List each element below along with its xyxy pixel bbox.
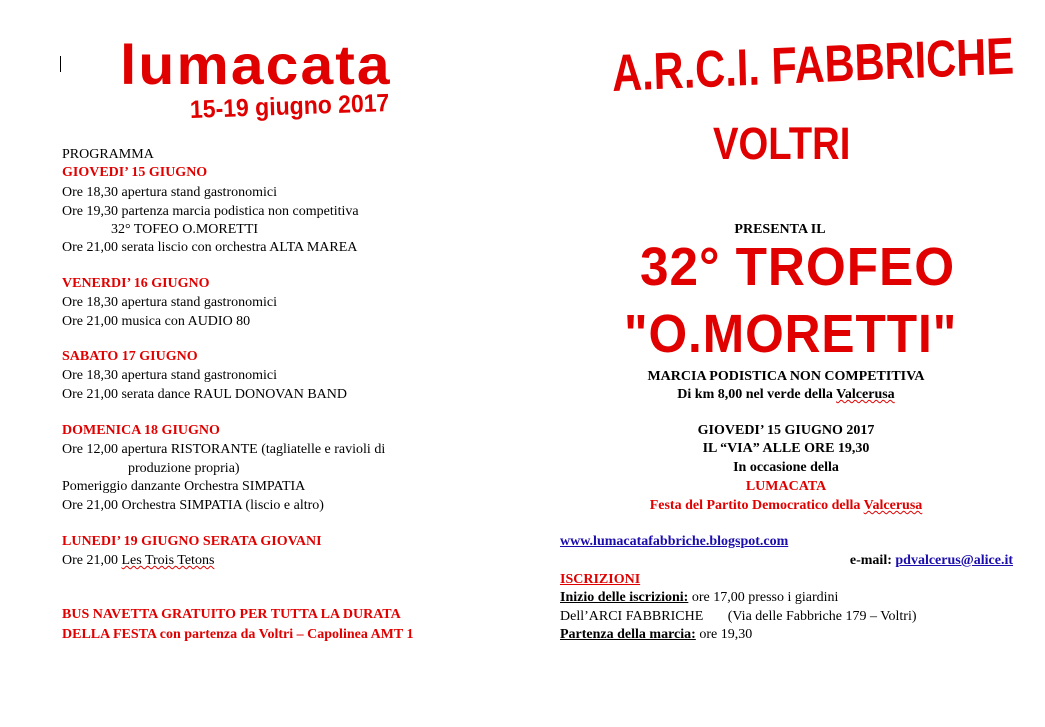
- festa-text: Festa del Partito Democratico della: [649, 498, 864, 513]
- festa-line: [560, 498, 1012, 514]
- programma-label: PROGRAMMA: [62, 147, 154, 162]
- partenza-line: [560, 627, 752, 643]
- festival-dates: 15-19 giugno 2017: [189, 89, 390, 124]
- program-line: Ore 18,30 apertura stand gastronomici: [62, 368, 277, 383]
- venerdi-heading: VENERDI’ 16 GIUGNO: [62, 276, 210, 291]
- giovedi-heading: GIOVEDI’ 15 GIUGNO: [62, 165, 208, 180]
- program-line: Pomeriggio danzante Orchestra SIMPATIA: [62, 479, 306, 494]
- trofeo-title: 32° TROFEO: [640, 237, 956, 297]
- org-title: A.R.C.I. FABBRICHE: [611, 27, 1015, 103]
- partenza-label: Partenza della marcia:: [560, 627, 696, 642]
- lunedi-heading: LUNEDI’ 19 GIUGNO SERATA GIOVANI: [62, 534, 322, 549]
- lunedi-band: Les Trois Tetons: [121, 553, 215, 568]
- occasione-label: In occasione della: [733, 460, 839, 475]
- iscrizioni-heading: ISCRIZIONI: [560, 572, 641, 587]
- program-line: Ore 21,00 serata liscio con orchestra ALTA MAREA: [62, 240, 358, 255]
- website-link[interactable]: www.lumacatafabbriche.blogspot.com: [560, 534, 789, 549]
- email-line: [850, 553, 1013, 569]
- km-text: Di km 8,00 nel verde della: [677, 387, 837, 402]
- program-line: Ore 12,00 apertura RISTORANTE (tagliatelle e ravioli di: [62, 442, 386, 457]
- org-subtitle: VOLTRI: [713, 118, 851, 169]
- bus-notice-line2: DELLA FESTA con partenza da Voltri – Capolinea AMT 1: [62, 627, 414, 642]
- program-line: Ore 18,30 apertura stand gastronomici: [62, 295, 277, 310]
- inizio-label: Inizio delle iscrizioni:: [560, 590, 689, 605]
- inizio-text: ore 17,00 presso i giardini: [688, 590, 839, 605]
- trofeo-name: "O.MORETTI": [624, 304, 958, 364]
- program-line: 32° TOFEO O.MORETTI: [111, 222, 259, 237]
- email-link[interactable]: pdvalcerus@alice.it: [895, 553, 1013, 568]
- marcia-label: MARCIA PODISTICA NON COMPETITIVA: [647, 369, 925, 384]
- program-line: Ore 21,00 serata dance RAUL DONOVAN BAND: [62, 387, 347, 402]
- arci-address: Dell’ARCI FABBRICHE (Via delle Fabbriche 179 – Voltri): [560, 609, 917, 624]
- event-date: GIOVEDI’ 15 GIUGNO 2017: [697, 423, 875, 438]
- inizio-line: [560, 590, 838, 606]
- start-time: IL “VIA” ALLE ORE 19,30: [702, 441, 870, 456]
- program-line: [62, 553, 214, 569]
- km-line: [560, 387, 1012, 403]
- email-label: e-mail:: [849, 553, 896, 568]
- program-line: produzione propria): [128, 461, 240, 476]
- program-line: Ore 18,30 apertura stand gastronomici: [62, 185, 277, 200]
- program-line: Ore 21,00 Orchestra SIMPATIA (liscio e altro): [62, 498, 324, 513]
- lunedi-time: Ore 21,00: [62, 553, 122, 568]
- program-line: Ore 21,00 musica con AUDIO 80: [62, 314, 251, 329]
- partenza-text: ore 19,30: [695, 627, 753, 642]
- text-cursor: [60, 56, 61, 72]
- lumacata-label: LUMACATA: [745, 479, 827, 494]
- domenica-heading: DOMENICA 18 GIUGNO: [62, 423, 220, 438]
- lumacata-title: lumacata: [120, 33, 392, 96]
- festa-place: Valcerusa: [863, 498, 923, 513]
- sabato-heading: SABATO 17 GIUGNO: [62, 349, 198, 364]
- presenta-label: PRESENTA IL: [734, 222, 826, 237]
- program-line: Ore 19,30 partenza marcia podistica non competitiva: [62, 204, 359, 219]
- bus-notice-line1: BUS NAVETTA GRATUITO PER TUTTA LA DURATA: [62, 607, 401, 622]
- km-place: Valcerusa: [836, 387, 895, 402]
